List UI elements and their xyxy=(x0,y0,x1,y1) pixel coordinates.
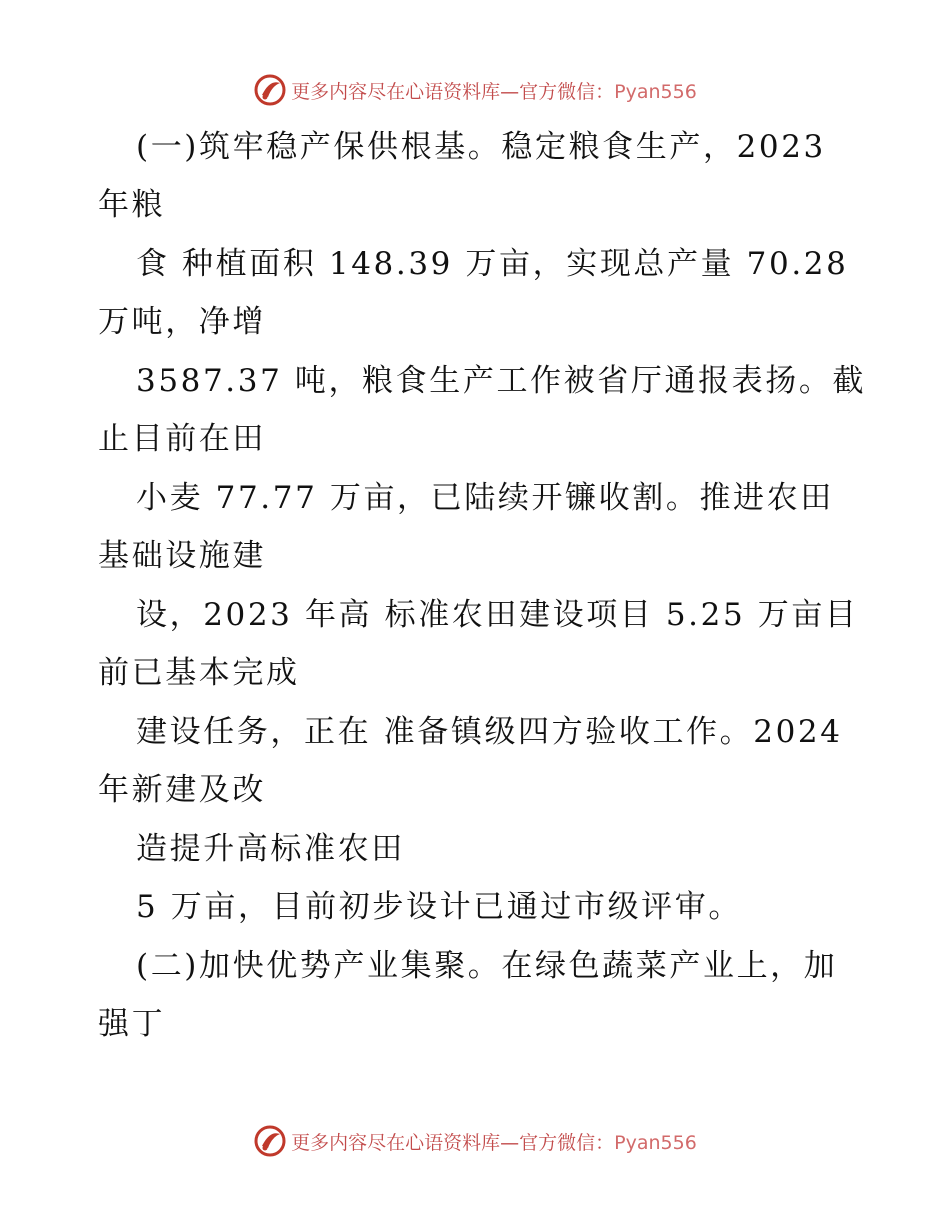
seal-logo-icon xyxy=(253,1124,287,1158)
text-line: 止目前在田 xyxy=(98,421,266,457)
section-heading-1: (一)筑牢稳产保供根基。稳定粮食生产，2023 xyxy=(136,129,826,165)
text-line: 造提升高标准农田 xyxy=(136,831,405,867)
text-line: 食 种植面积 148.39 万亩，实现总产量 70.28 xyxy=(136,246,849,282)
section-heading-2: (二)加快优势产业集聚。在绿色蔬菜产业上，加 xyxy=(136,948,838,984)
text-line: 基础设施建 xyxy=(98,538,266,574)
footer-watermark xyxy=(0,1121,950,1161)
watermark-text: 更多内容尽在心语资料库—官方微信：Pyan556 xyxy=(291,1131,697,1154)
text-line: 设，2023 年高 标准农田建设项目 5.25 万亩目 xyxy=(136,597,859,633)
text-line: 强丁 xyxy=(98,1006,166,1042)
watermark-text: 更多内容尽在心语资料库—官方微信：Pyan556 xyxy=(291,80,697,103)
text-line: 年粮 xyxy=(98,187,166,223)
text-line: 前已基本完成 xyxy=(98,655,300,691)
text-line: 5 万亩，目前初步设计已通过市级评审。 xyxy=(136,889,742,925)
text-line: 小麦 77.77 万亩，已陆续开镰收割。推进农田 xyxy=(136,480,834,516)
text-line: 万吨，净增 xyxy=(98,304,266,340)
text-line: 年新建及改 xyxy=(98,772,266,808)
watermark-id: Pyan556 xyxy=(614,1131,697,1154)
text-line: 建设任务，正在 准备镇级四方验收工作。2024 xyxy=(136,714,843,750)
watermark-id: Pyan556 xyxy=(614,80,697,103)
text-line: 3587.37 吨，粮食生产工作被省厅通报表扬。截 xyxy=(136,363,867,399)
